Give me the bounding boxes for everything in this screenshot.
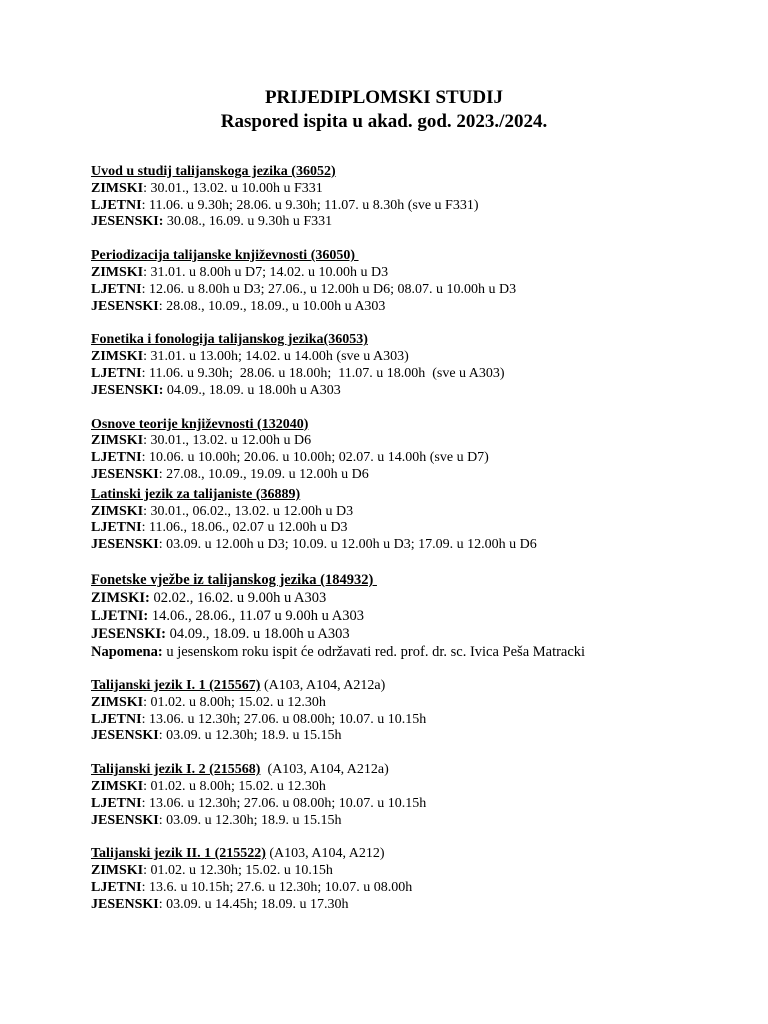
course-title-line: [91, 762, 751, 779]
course-block: [91, 417, 751, 484]
course-title: Latinski jezik za talijaniste (36889): [91, 486, 301, 502]
term-label: ZIMSKI: [91, 433, 144, 449]
exam-row: [91, 863, 751, 880]
course-title-line: [91, 487, 751, 504]
term-text: : 01.02. u 12.30h; 15.02. u 10.15h: [143, 863, 333, 879]
exam-row: [91, 366, 751, 383]
course-block: [91, 487, 751, 554]
course-title: Fonetske vježbe iz talijanskog jezika (184932): [91, 571, 377, 588]
term-label: LJETNI: [91, 879, 142, 895]
exam-row: [91, 265, 751, 282]
term-text: : 30.01., 13.02. u 12.00h u D6: [143, 433, 312, 449]
term-label: LJETNI: [91, 795, 142, 811]
course-title: Periodizacija talijanske književnosti (36050): [91, 248, 359, 264]
exam-row: [91, 181, 751, 198]
term-text: : 03.09. u 14.45h; 18.09. u 17.30h: [158, 896, 349, 912]
term-label: JESENSKI: [91, 466, 159, 482]
course-title: Osnove teorije književnosti (132040): [91, 416, 309, 432]
term-label: ZIMSKI: [91, 863, 144, 879]
term-text: 02.02., 16.02. u 9.00h u A303: [149, 589, 327, 606]
term-text: : 30.01., 13.02. u 10.00h u F331: [143, 180, 323, 196]
exam-row: [91, 728, 751, 745]
course-title: Talijanski jezik II. 1 (215522): [91, 846, 266, 862]
term-text: 30.08., 16.09. u 9.30h u F331: [163, 214, 333, 230]
term-text: 14.06., 28.06., 11.07 u 9.00h u A303: [148, 607, 364, 624]
term-label: LJETNI: [91, 197, 142, 213]
course-title-line: [91, 248, 751, 265]
exam-row: [91, 467, 751, 484]
course-block: [91, 571, 751, 661]
exam-row: [91, 520, 751, 537]
term-text: : 30.01., 06.02., 13.02. u 12.00h u D3: [143, 503, 354, 519]
course-title-line: [91, 332, 751, 349]
course-block: [91, 164, 751, 231]
term-label: ZIMSKI: [91, 349, 144, 365]
term-label: ZIMSKI: [91, 778, 144, 794]
term-label: LJETNI: [91, 365, 142, 381]
term-text: : 01.02. u 8.00h; 15.02. u 12.30h: [143, 778, 326, 794]
exam-row: [91, 813, 751, 830]
course-rooms: (A103, A104, A212a): [260, 677, 386, 693]
term-label: LJETNI: [91, 281, 142, 297]
exam-row: [91, 880, 751, 897]
term-label: JESENSKI:: [91, 214, 164, 230]
term-label: LJETNI:: [91, 607, 149, 624]
exam-schedule: [91, 164, 751, 931]
exam-row: [91, 625, 751, 643]
term-label: JESENSKI: [91, 896, 159, 912]
exam-row: [91, 712, 751, 729]
course-title-line: [91, 846, 751, 863]
term-label: ZIMSKI: [91, 180, 144, 196]
course-title-line: [91, 417, 751, 434]
exam-row: [91, 607, 751, 625]
term-text: : 11.06. u 9.30h; 28.06. u 9.30h; 11.07. u 8.30h (sve u F331): [141, 197, 479, 213]
exam-row: [91, 349, 751, 366]
course-rooms: (A103, A104, A212): [265, 846, 385, 862]
course-title: Uvod u studij talijanskoga jezika (36052): [91, 164, 336, 179]
term-text: : 31.01. u 8.00h u D7; 14.02. u 10.00h u D3: [143, 264, 389, 280]
term-text: : 13.06. u 12.30h; 27.06. u 08.00h; 10.07. u 10.15h: [141, 711, 427, 727]
course-title: Talijanski jezik I. 1 (215567): [91, 677, 261, 693]
term-text: : 27.08., 10.09., 19.09. u 12.00h u D6: [158, 466, 369, 482]
term-label: JESENSKI: [91, 537, 159, 553]
course-block: [91, 248, 751, 315]
term-text: 04.09., 18.09. u 18.00h u A303: [165, 625, 350, 642]
term-label: JESENSKI: [91, 728, 159, 744]
exam-row: [91, 537, 751, 554]
term-label: LJETNI: [91, 450, 142, 466]
exam-row: [91, 779, 751, 796]
course-block: [91, 762, 751, 829]
exam-row: [91, 695, 751, 712]
exam-row: [91, 433, 751, 450]
note-text: u jesenskom roku ispit će održavati red. prof. dr. sc. Ivica Peša Matracki: [162, 643, 586, 660]
exam-row: [91, 589, 751, 607]
note-row: [91, 643, 751, 661]
document-header: [0, 86, 768, 134]
exam-row: [91, 897, 751, 914]
exam-row: [91, 214, 751, 231]
term-text: : 13.6. u 10.15h; 27.6. u 12.30h; 10.07. u 08.00h: [141, 879, 413, 895]
term-text: : 03.09. u 12.30h; 18.9. u 15.15h: [158, 812, 342, 828]
term-label: ZIMSKI: [91, 503, 144, 519]
document-title: PRIJEDIPLOMSKI STUDIJ: [264, 87, 504, 108]
document-subtitle: Raspored ispita u akad. god. 2023./2024.: [220, 111, 548, 132]
term-text: : 11.06. u 9.30h; 28.06. u 18.00h; 11.07. u 18.00h (sve u A303): [141, 365, 505, 381]
course-block: [91, 846, 751, 913]
course-title-line: [91, 164, 751, 181]
course-title: Talijanski jezik I. 2 (215568): [91, 762, 261, 778]
term-label: LJETNI: [91, 711, 142, 727]
term-label: ZIMSKI: [91, 694, 144, 710]
term-text: : 10.06. u 10.00h; 20.06. u 10.00h; 02.07. u 14.00h (sve u D7): [141, 450, 489, 466]
exam-row: [91, 450, 751, 467]
course-block: [91, 332, 751, 399]
term-text: : 13.06. u 12.30h; 27.06. u 08.00h; 10.07. u 10.15h: [141, 795, 427, 811]
term-text: : 31.01. u 13.00h; 14.02. u 14.00h (sve u A303): [143, 349, 409, 365]
term-label: JESENSKI: [91, 298, 159, 314]
exam-row: [91, 299, 751, 316]
term-label: JESENSKI:: [91, 382, 164, 398]
term-text: : 12.06. u 8.00h u D3; 27.06., u 12.00h u D6; 08.07. u 10.00h u D3: [141, 281, 517, 297]
term-text: : 11.06., 18.06., 02.07 u 12.00h u D3: [141, 520, 348, 536]
term-text: : 28.08., 10.09., 18.09., u 10.00h u A303: [158, 298, 386, 314]
term-text: : 01.02. u 8.00h; 15.02. u 12.30h: [143, 694, 326, 710]
term-label: JESENSKI:: [91, 625, 166, 642]
term-text: : 03.09. u 12.00h u D3; 10.09. u 12.00h u D3; 17.09. u 12.00h u D6: [158, 537, 537, 553]
exam-row: [91, 282, 751, 299]
term-label: LJETNI: [91, 520, 142, 536]
course-block: [91, 678, 751, 745]
term-label: ZIMSKI:: [91, 589, 150, 606]
exam-row: [91, 504, 751, 521]
exam-row: [91, 198, 751, 215]
course-title-line: [91, 571, 751, 589]
term-label: JESENSKI: [91, 812, 159, 828]
exam-row: [91, 383, 751, 400]
course-rooms: (A103, A104, A212a): [260, 762, 389, 778]
term-text: : 03.09. u 12.30h; 18.9. u 15.15h: [158, 728, 342, 744]
note-label: Napomena:: [91, 643, 163, 660]
term-label: ZIMSKI: [91, 264, 144, 280]
course-title-line: [91, 678, 751, 695]
course-title: Fonetika i fonologija talijanskog jezika(36053): [91, 332, 368, 348]
term-text: 04.09., 18.09. u 18.00h u A303: [163, 382, 341, 398]
exam-row: [91, 796, 751, 813]
